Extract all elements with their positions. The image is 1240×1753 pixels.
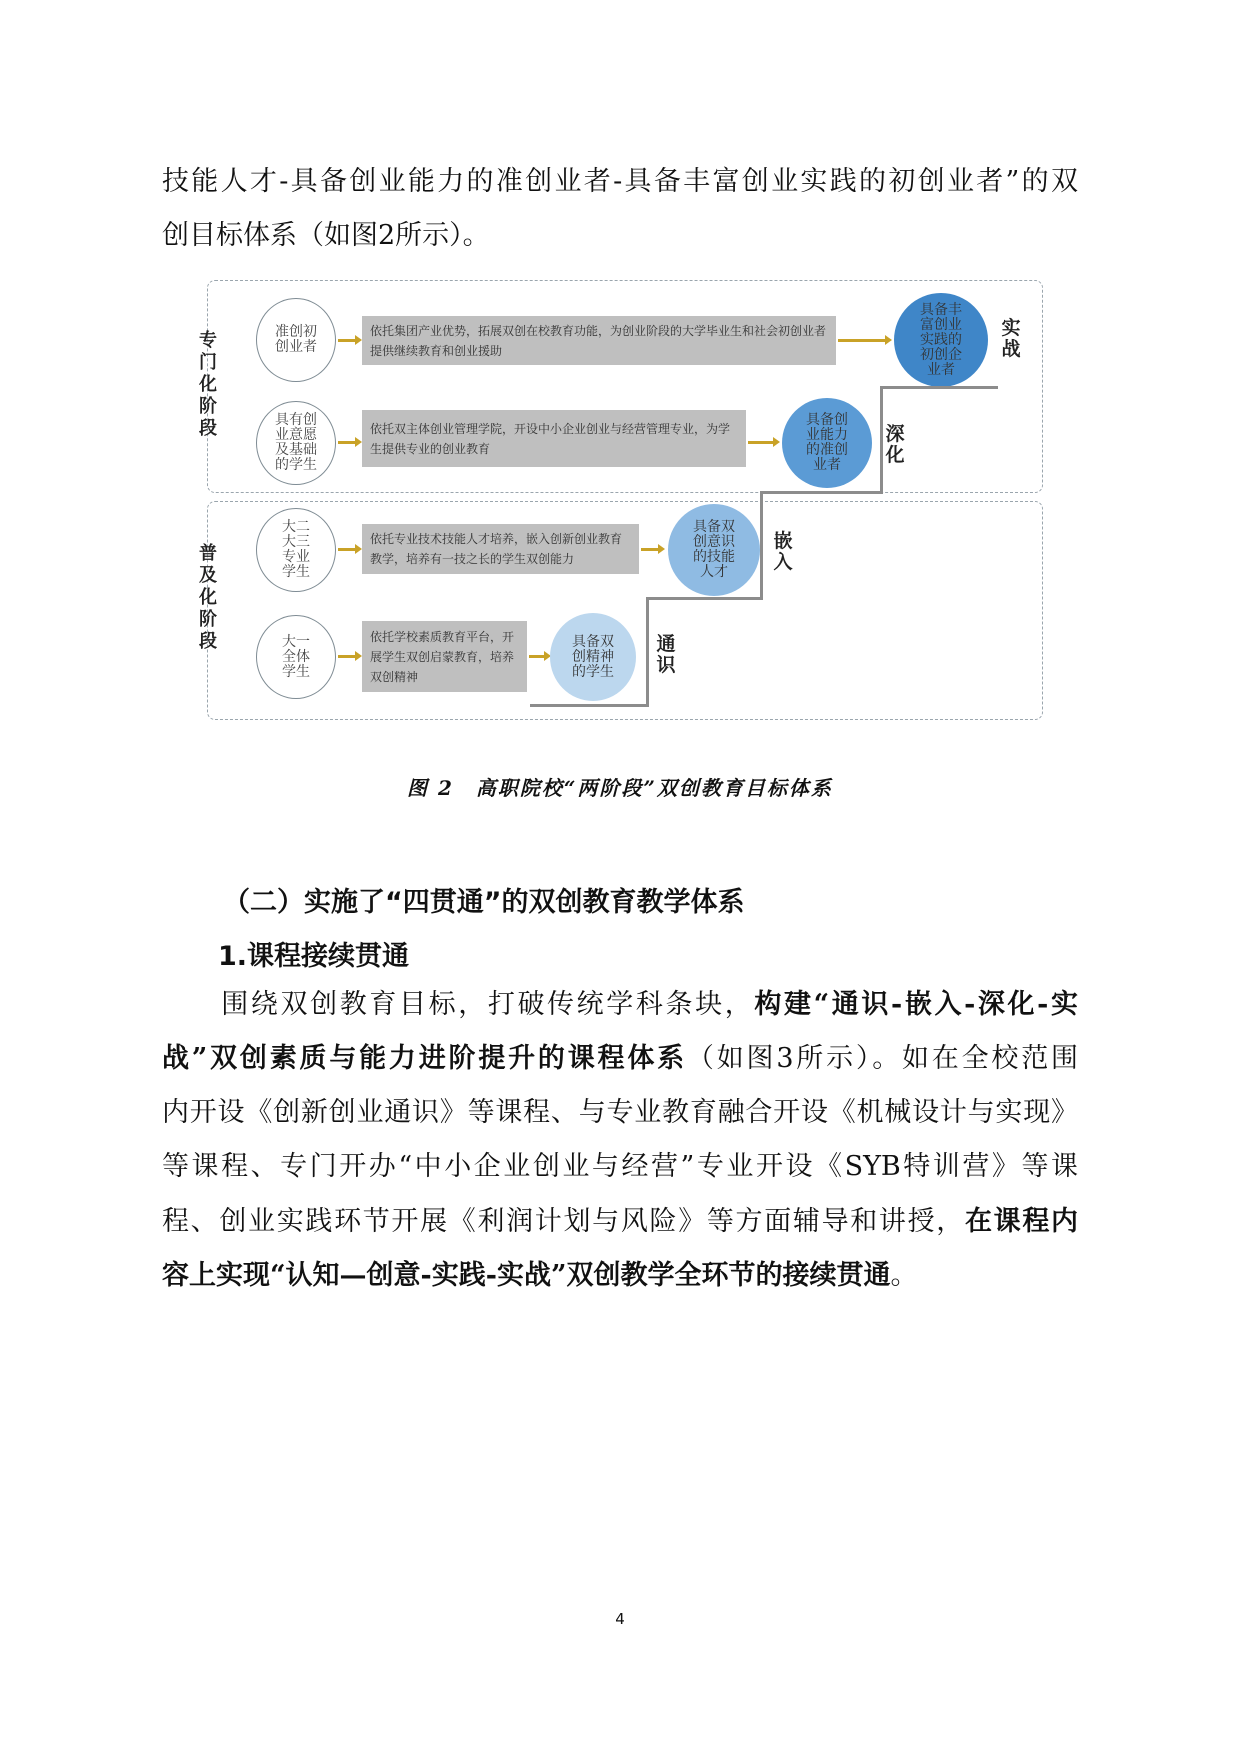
target-circle: 具备双创意识的技能人才 bbox=[668, 504, 760, 596]
bold-text: 战”双创素质与能力进阶提升的课程体系 bbox=[162, 1043, 687, 1074]
staircase-line bbox=[646, 598, 649, 707]
arrow-icon bbox=[338, 339, 356, 342]
description-box: 依托双主体创业管理学院，开设中小企业创业与经营管理专业，为学生提供专业的创业教育 bbox=[362, 410, 746, 467]
paragraph-line bbox=[162, 987, 1078, 1023]
intro-line: 技能人才-具备创业能力的准创业者-具备丰富创业实践的初创业者”的双 bbox=[162, 166, 1078, 197]
staircase-line bbox=[530, 704, 648, 707]
target-circle: 具备丰富创业实践的初创企业者 bbox=[894, 293, 988, 387]
source-circle: 大一全体学生 bbox=[256, 615, 336, 699]
arrow-icon bbox=[338, 548, 356, 551]
source-circle: 大二大三专业学生 bbox=[256, 508, 336, 592]
figure-caption: 图 2 高职院校“两阶段”双创教育目标体系 bbox=[407, 776, 833, 800]
paragraph-line bbox=[162, 1258, 1078, 1294]
staircase-line bbox=[880, 387, 883, 494]
intro-line: 创目标体系（如图2所示）。 bbox=[162, 220, 490, 251]
stage-label-general: 普及化阶段 bbox=[199, 543, 217, 652]
text-run: （如图3所示）。如在全校范围 bbox=[686, 1043, 1078, 1074]
text-run: 内开设《创新创业通识》等课程、与专业教育融合开设《机械设计与实现》 bbox=[162, 1097, 1078, 1128]
staircase-line bbox=[760, 492, 763, 600]
target-circle: 具备双创精神的学生 bbox=[550, 613, 636, 701]
description-box: 依托专业技术技能人才培养，嵌入创新创业教育教学，培养有一技之长的学生双创能力 bbox=[362, 524, 639, 574]
arrow-icon bbox=[338, 655, 356, 658]
paragraph-line bbox=[162, 1149, 1078, 1185]
level-label: 实战 bbox=[1001, 317, 1021, 360]
text-run: 。 bbox=[890, 1260, 918, 1291]
arrow-icon bbox=[748, 441, 774, 444]
text-run: 围绕双创教育目标，打破传统学科条块， bbox=[162, 989, 755, 1020]
page-number: 4 bbox=[615, 1610, 625, 1628]
arrow-icon bbox=[838, 339, 886, 342]
bold-text: 在课程内 bbox=[964, 1206, 1079, 1237]
level-label: 深化 bbox=[885, 423, 905, 466]
description-box: 依托集团产业优势，拓展双创在校教育功能，为创业阶段的大学毕业生和社会初创业者提供继续教育和创业援助 bbox=[362, 316, 836, 365]
staircase-line bbox=[880, 386, 998, 389]
source-circle: 准创初创业者 bbox=[256, 298, 336, 382]
bold-text: 容上实现“认知—创意-实践-实战”双创教学全环节的接续贯通 bbox=[162, 1260, 891, 1291]
staircase-line bbox=[760, 491, 883, 494]
target-circle: 具备创业能力的准创业者 bbox=[782, 398, 872, 488]
section-heading: （二）实施了“四贯通”的双创教育教学体系 bbox=[223, 887, 745, 918]
bold-text: 构建“通识-嵌入-深化-实 bbox=[754, 989, 1078, 1020]
arrow-icon bbox=[641, 548, 659, 551]
source-circle: 具有创业意愿及基础的学生 bbox=[256, 401, 336, 485]
level-label: 通识 bbox=[656, 633, 676, 676]
text-run: 程、创业实践环节开展《利润计划与风险》等方面辅导和讲授， bbox=[162, 1206, 965, 1237]
paragraph-line bbox=[162, 1204, 1078, 1240]
description-box: 依托学校素质教育平台，开展学生双创启蒙教育，培养双创精神 bbox=[362, 621, 527, 692]
text-run: 等课程、专门开办“中小企业创业与经营”专业开设《SYB特训营》等课 bbox=[162, 1151, 1078, 1182]
arrow-icon bbox=[529, 655, 545, 658]
arrow-icon bbox=[338, 441, 356, 444]
paragraph-line bbox=[162, 1095, 1078, 1131]
paragraph-line bbox=[162, 1041, 1078, 1077]
sub-heading: 1.课程接续贯通 bbox=[218, 941, 410, 972]
stage-label-specialized: 专门化阶段 bbox=[199, 330, 217, 439]
staircase-line bbox=[646, 597, 763, 600]
level-label: 嵌入 bbox=[773, 530, 793, 573]
